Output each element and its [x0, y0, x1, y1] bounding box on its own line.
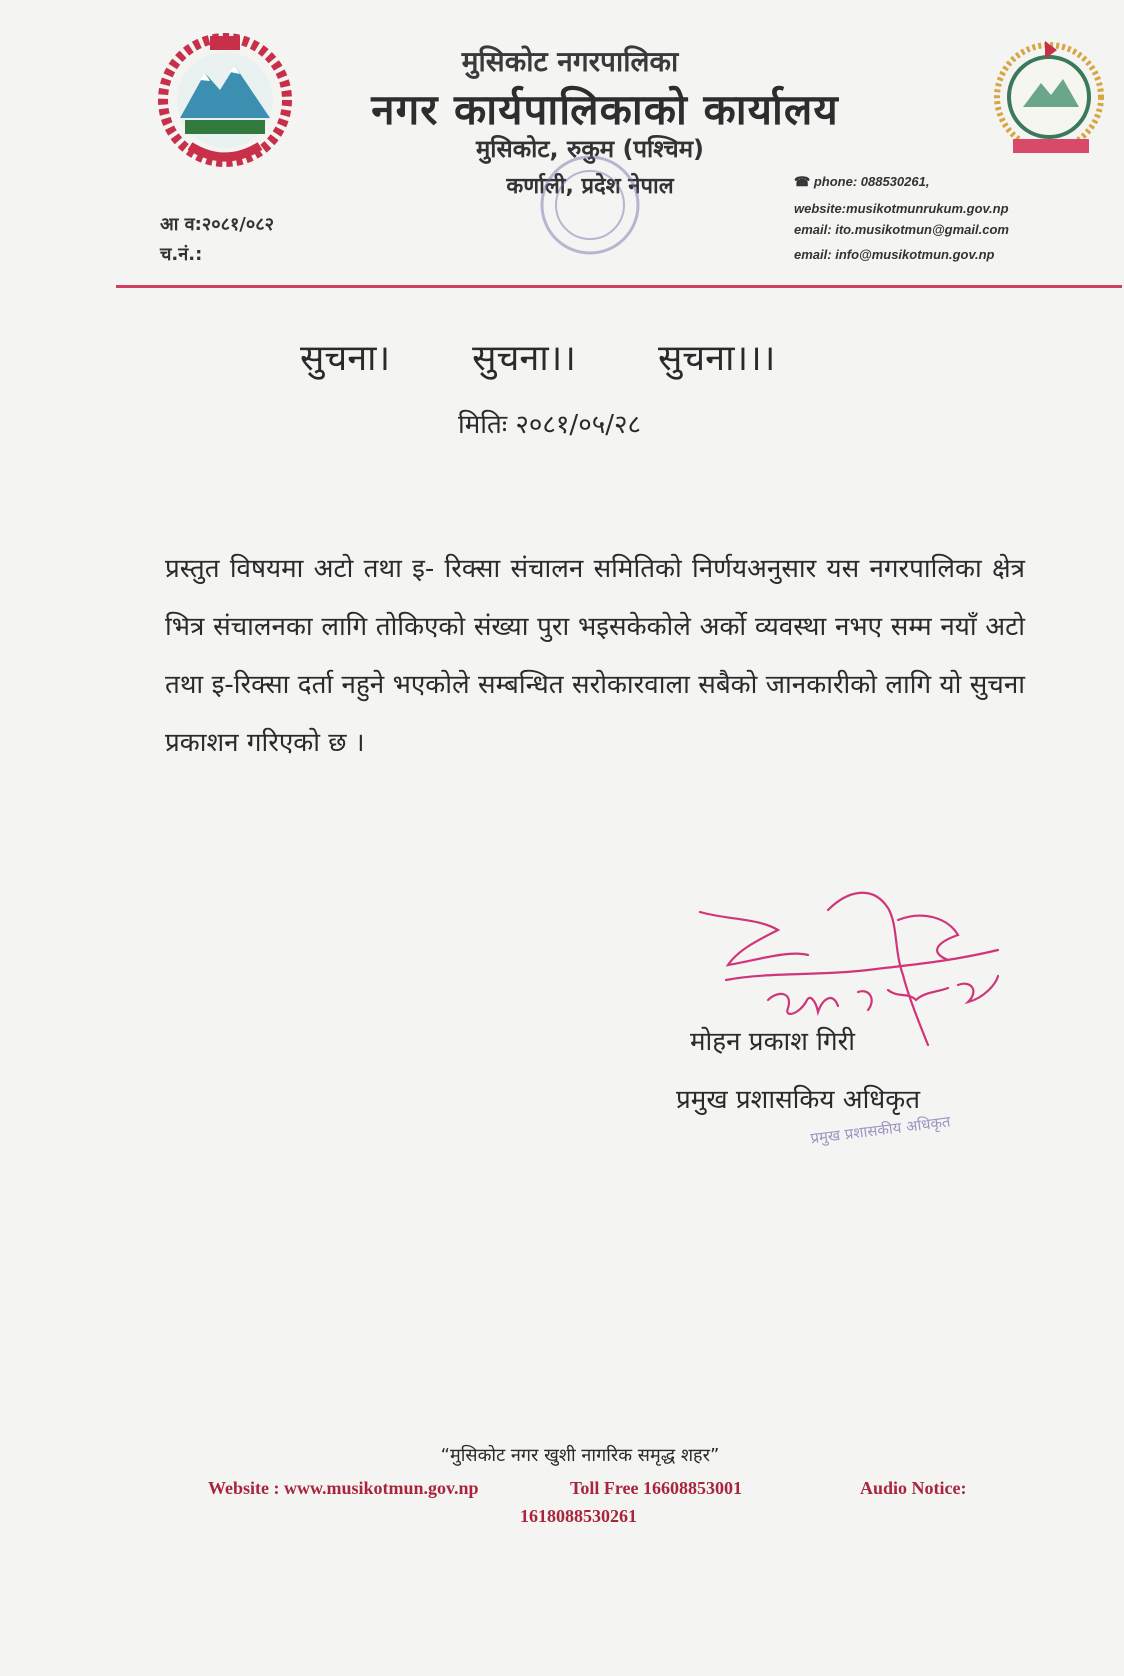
website-line: website:musikotmunrukum.gov.np [794, 201, 1009, 216]
office-title: नगर कार्यपालिकाको कार्यालय [371, 85, 839, 134]
footer-website: Website : www.musikotmun.gov.np [208, 1478, 479, 1498]
nepal-emblem-icon [150, 28, 300, 178]
dispatch-number: च.नं.: [160, 244, 203, 265]
footer-audio-notice: Audio Notice: [860, 1478, 967, 1498]
address-line-1: मुसिकोट, रुकुम (पश्चिम) [475, 135, 705, 163]
notice-body: प्रस्तुत विषयमा अटो तथा इ- रिक्सा संचालन समितिको निर्णयअनुसार यस नगरपालिका क्षेत्र भित्र संचालनका लागि तोकिएको संख्या पुरा भइसकेकोले अर्को व्यवस्था नभए सम्म नयाँ अटो तथा इ-रिक्सा दर्ता नहुने भएकोले सम्बन्धित सरोकारवाला सबैको जानकारीको लागि यो सुचना प्रकाशन गरिएको छ । [165, 554, 1025, 758]
notice-heading-3: सुचना।।। [657, 338, 776, 379]
address-line-2: कर्णाली, प्रदेश नेपाल [506, 174, 674, 199]
phone-line [794, 174, 929, 190]
phone-icon: ☎ [794, 174, 811, 189]
municipality-name: मुसिकोट नगरपालिका [461, 45, 679, 78]
signatory-title: प्रमुख प्रशासकिय अधिकृत [676, 1085, 921, 1115]
email-value: ito.musikotmun@gmail.com [835, 222, 1009, 237]
email-label: email: [794, 247, 832, 262]
notice-date: मितिः २०८१/०५/२८ [458, 410, 642, 440]
email-line-1 [794, 222, 1009, 237]
notice-heading-2: सुचना।। [472, 338, 576, 379]
notice-heading [300, 332, 900, 381]
footer-audio-number: 1618088530261 [520, 1506, 637, 1526]
footer-slogan: “मुसिकोट नगर खुशी नागरिक समृद्ध शहर” [440, 1445, 720, 1466]
notice-heading-1: सुचना। [300, 338, 391, 379]
footer-toll-free: Toll Free 16608853001 [570, 1478, 742, 1498]
email-line-2 [794, 247, 995, 262]
municipality-logo-icon [983, 35, 1119, 163]
email-value: info@musikotmun.gov.np [835, 247, 995, 262]
header-divider [116, 285, 1122, 288]
signatory-name: मोहन प्रकाश गिरी [690, 1027, 855, 1057]
fiscal-year-ref: आ व:२०८१/०८२ [160, 214, 274, 235]
phone-text: phone: 088530261, [813, 174, 930, 189]
office-seal-icon [520, 150, 660, 270]
email-label: email: [794, 222, 832, 237]
signatory-stamp: प्रमुख प्रशासकीय अधिकृत [809, 1112, 952, 1148]
